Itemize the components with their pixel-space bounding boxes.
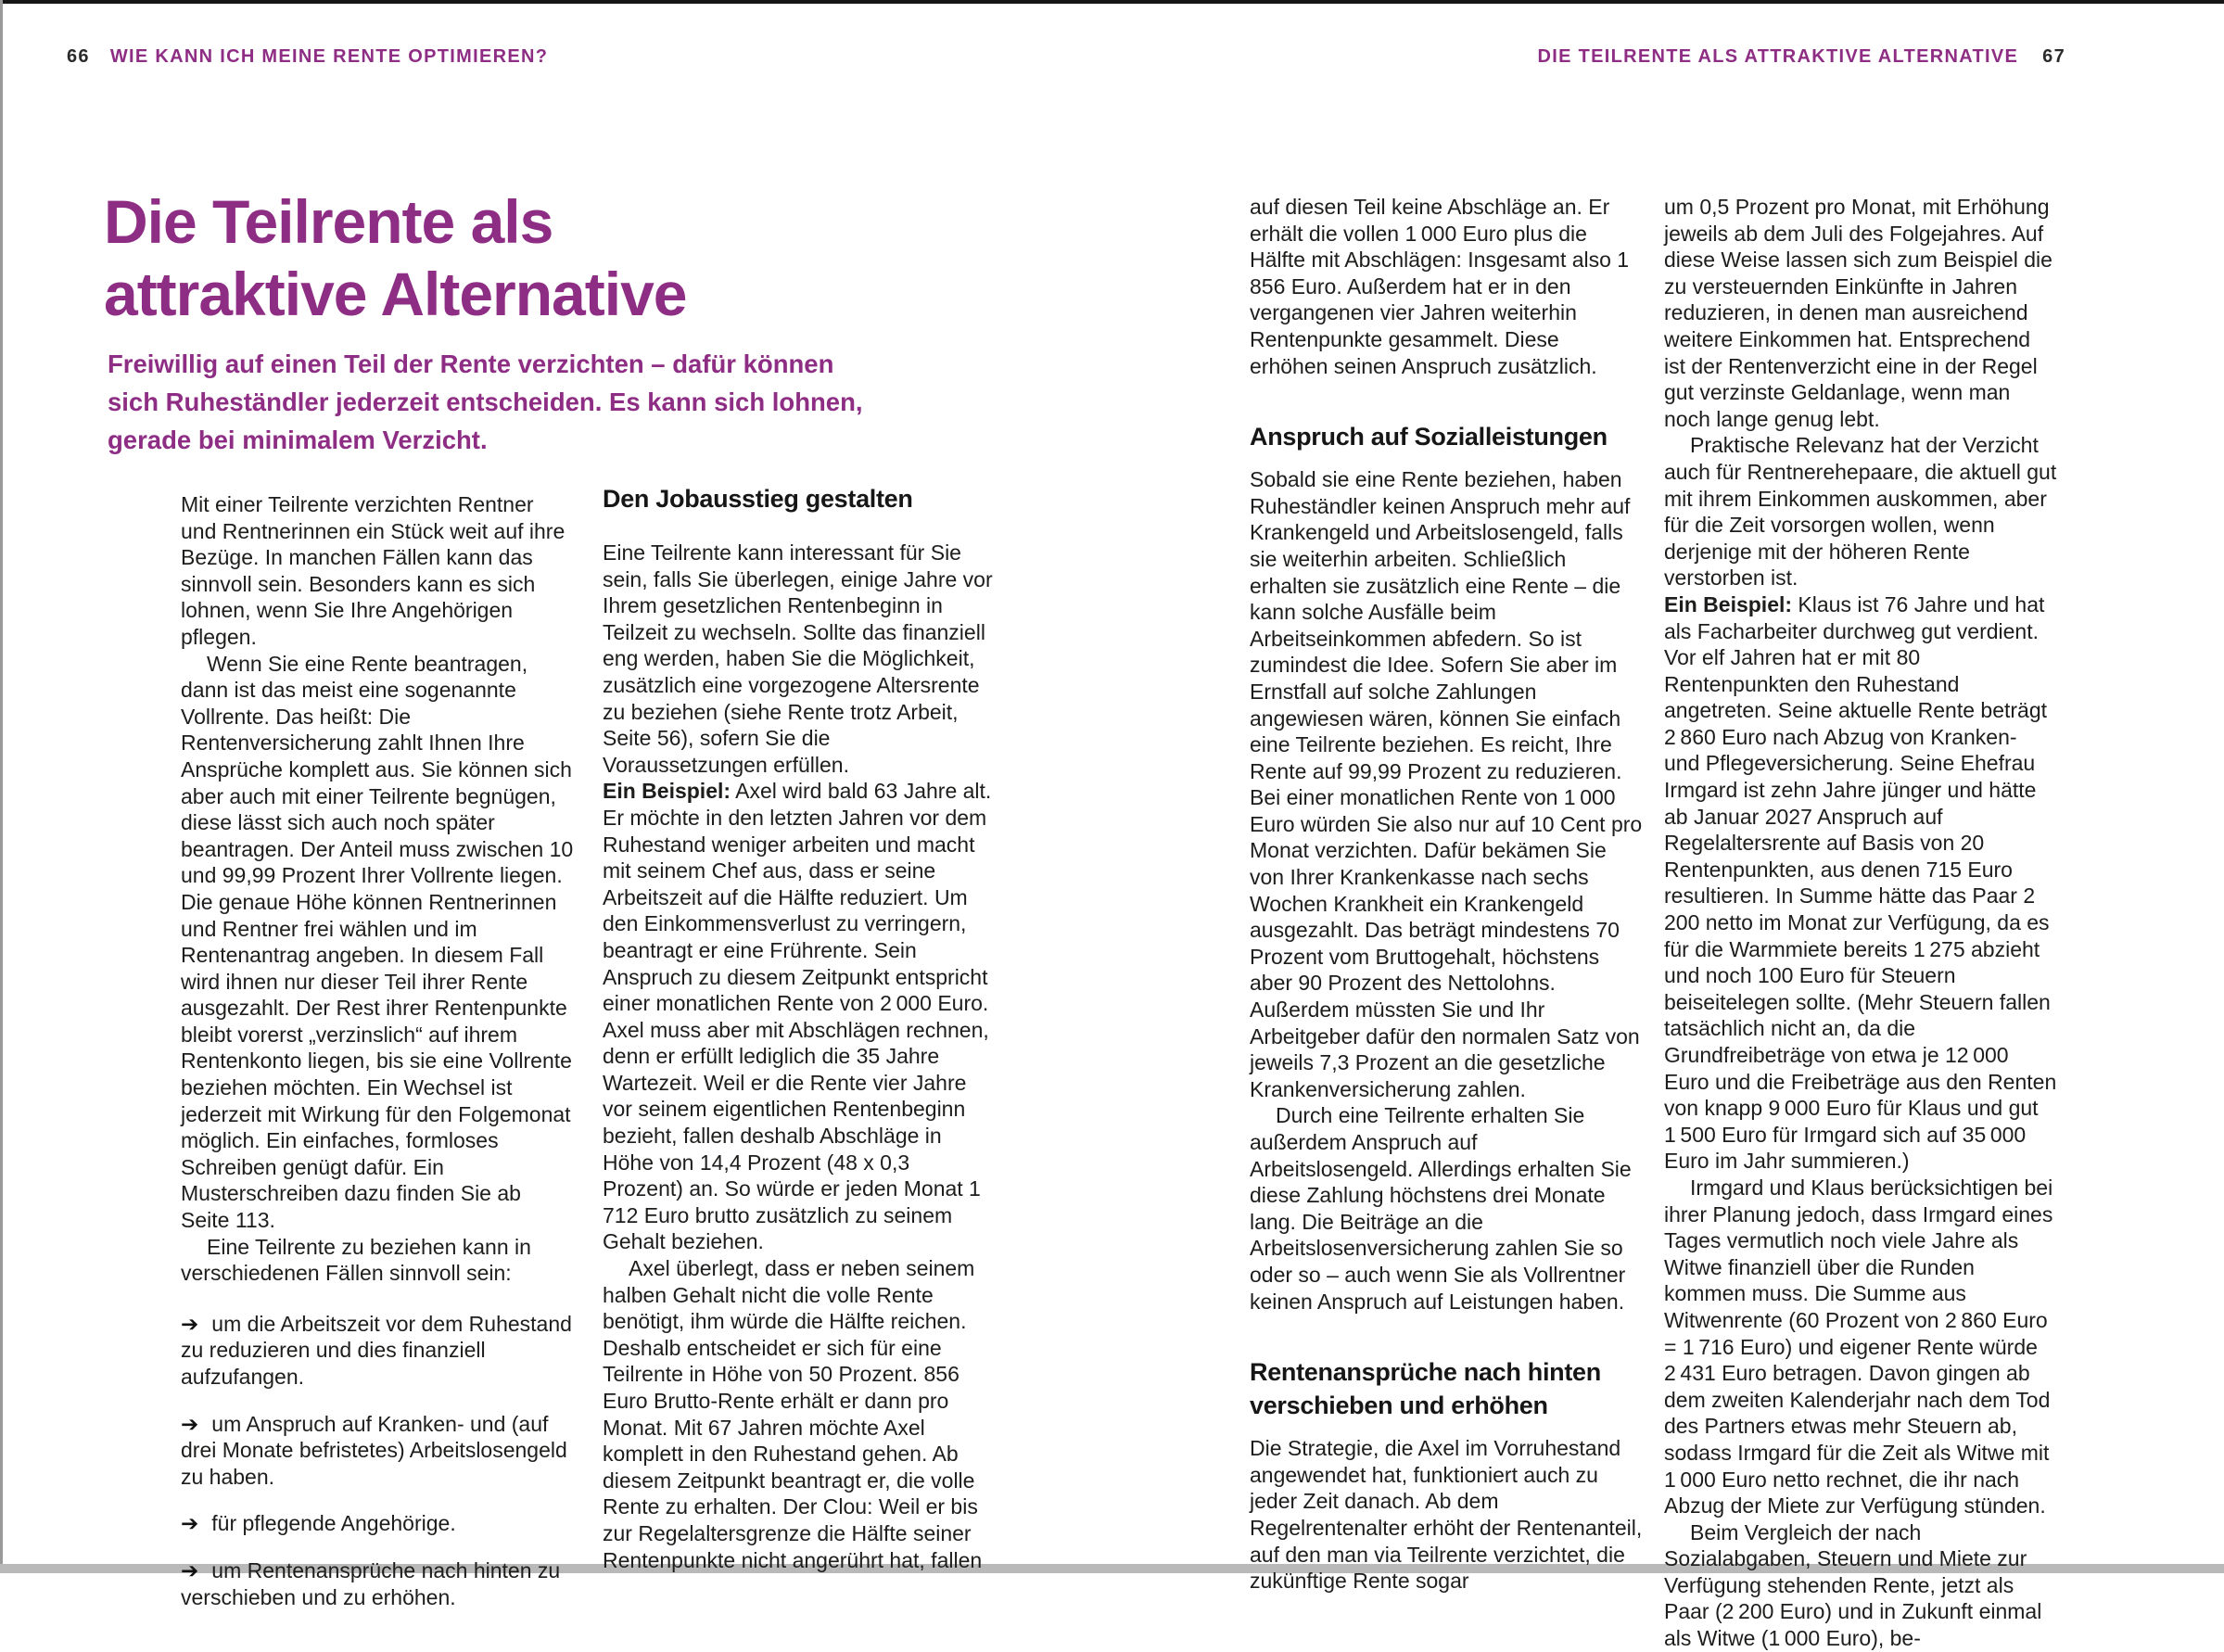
lede-line3: gerade bei minimalem Verzicht. (108, 426, 488, 454)
paragraph-lead-bold: Ein Beispiel: (1664, 591, 1793, 616)
running-head-left (67, 46, 548, 68)
body-paragraph: Irmgard und Klaus berücksichtigen bei ihrer Planung jedoch, dass Irmgard eines Tages vermutlich noch viele Jahre als Witwe finanziell über die Runden kommen muss. Die Summe aus Witwenrente (60 Prozent von 2 860 Euro = 1 716 Euro) und eigener Rente würde 2 431 Euro betragen. Davon gingen ab dem zweiten Kalenderjahr nach dem Tod des Partners etwas mehr Steuern ab, sodass Irmgard für die Zeit als Witwe mit 1 000 Euro netto rechnet, die ihr nach Abzug der Miete zur Verfügung stünden. (1664, 1175, 2053, 1519)
body-paragraph: Eine Teilrente kann interessant für Sie sein, falls Sie überlegen, einige Jahre vor Ihrem gesetzlichen Rentenbeginn in Teilzeit zu wechseln. Sollte das finanziell eng werden, haben Sie die Möglichkeit, zusätzlich eine vorgezogene Altersrente zu beziehen (siehe Rente trotz Arbeit, Seite 56), sofern Sie die Voraussetzungen erfüllen. (603, 540, 993, 777)
body-paragraph: auf diesen Teil keine Abschläge an. Er erhält die vollen 1 000 Euro plus die Hälfte mit Abschlägen: Insgesamt also 1 856 Euro. Außerdem hat er in den vergangenen vier Jahren weiterhin Rentenpunkte gesammelt. Diese erhöhen seinen Anspruch zusätzlich. (1250, 195, 1633, 378)
body-paragraph: um 0,5 Prozent pro Monat, mit Erhöhung jeweils ab dem Juli des Folgejahres. Auf diese Weise lassen sich zum Beispiel die zu versteuernden Einkünfte in Jahren reduzieren, in denen man ausreichend weitere Einkommen hat. Entsprechend ist der Rentenverzicht eine in der Regel gut verzinste Geldanlage, wenn man noch lange genug lebt. (1664, 195, 2052, 431)
body-paragraph: Ein Beispiel: Klaus ist 76 Jahre und hat als Facharbeiter durchweg gut verdient. Vor elf Jahren hat er mit 80 Rentenpunkten den Ruhestand angetreten. Seine aktuelle Rente beträgt 2 860 Euro nach Abzug von Kranken- und Pflegeversicherung. Seine Ehefrau Irmgard ist zehn Jahre jünger und hätte ab Januar 2027 Anspruch auf Regelaltersrente auf Basis von 20 Rentenpunkten, aus denen 715 Euro resultieren. In Summe hätte das Paar 2 200 netto im Monat zur Verfügung, da es für die Warmmiete bereits 1 275 abzieht und noch 100 Euro für Steuern beiseitelegen sollte. (Mehr Steuern fallen tatsächlich nicht an, da die Grundfreibeträge von etwa je 12 000 Euro und die Freibeträge aus den Renten von knapp 9 000 Euro für Klaus und gut 1 500 Euro für Irmgard sich auf 35 000 Euro im Jahr summieren.) (1664, 591, 2057, 1174)
scan-left-edge (0, 0, 3, 1573)
body-paragraph: Mit einer Teilrente verzichten Rentner und Rentnerinnen ein Stück weit auf ihre Bezüge. In manchen Fällen kann das sinnvoll sein. Besonders kann es sich lohnen, wenn Sie Ihre Angehörigen pflegen. (181, 492, 566, 649)
bullet-item: ➔ um Anspruch auf Kranken- und (auf drei Monate befristetes) Arbeitslosengeld zu haben. (181, 1411, 567, 1489)
body-paragraph: Wenn Sie eine Rente beantragen, dann ist das meist eine sogenannte Vollrente. Das heißt: Die Rentenversicherung zahlt Ihnen Ihre Ansprüche komplett aus. Sie können sich aber auch mit einer Teilrente begnügen, diese lässt sich auch noch später beantragen. Der Anteil muss zwischen 10 und 99,99 Prozent Ihrer Vollrente liegen. Die genaue Höhe können Rentnerinnen und Rentner frei wählen und im Rentenantrag angeben. In diesem Fall wird ihnen nur dieser Teil ihrer Rente ausgezahlt. Der Rest ihrer Rentenpunkte bleibt vorerst „verzinslich“ auf ihrem Rentenkonto liegen, bis sie eine Vollrente beziehen möchten. Ein Wechsel ist jederzeit mit Wirkung für den Folgemonat möglich. Ein einfaches, formloses Schreiben genügt dafür. Ein Musterschreiben dazu finden Sie ab Seite 113. (181, 651, 574, 1233)
article-lede (108, 345, 863, 459)
column-heading: Rentenansprüche nach hinten verschieben und erhöhen (1250, 1358, 1601, 1420)
body-paragraph: Axel überlegt, dass er neben seinem halben Gehalt nicht die volle Rente benötigt, ihm würde die Hälfte reichen. Deshalb entscheidet er sich für eine Teilrente in Höhe von 50 Prozent. 856 Euro Brutto-Rente erhält er dann pro Monat. Mit 67 Jahren möchte Axel komplett in den Ruhestand gehen. Ab diesem Zeitpunkt beantragt er, die volle Rente zu erhalten. Der Clou: Weil er bis zur Regelaltersgrenze die Hälfte seiner Rentenpunkte nicht angerührt hat, fallen (603, 1256, 983, 1572)
body-paragraph: Praktische Relevanz hat der Verzicht auch für Rentnerehepaare, die aktuell gut mit ihrem Einkommen auskommen, aber für die Zeit vorsorgen wollen, wenn derjenige mit der höheren Rente verstorben ist. (1664, 433, 2057, 591)
column-heading: Den Jobausstieg gestalten (603, 485, 913, 513)
body-paragraph: Durch eine Teilrente erhalten Sie außerdem Anspruch auf Arbeitslosengeld. Allerdings erhalten Sie diese Zahlung höchstens drei Monate lang. Die Beiträge an die Arbeitslosenversicherung zahlen Sie so oder so – auch wenn Sie als Vollrentner keinen Anspruch auf Leistungen haben. (1250, 1103, 1632, 1314)
page-number-left: 66 (67, 46, 90, 67)
article-title-line2: attraktive Alternative (104, 260, 687, 328)
lede-line1: Freiwillig auf einen Teil der Rente verzichten – dafür können (108, 349, 834, 378)
section-title-right: DIE TEILRENTE ALS ATTRAKTIVE ALTERNATIVE (1537, 46, 2019, 67)
paragraph-lead-bold: Ein Beispiel: (603, 779, 731, 804)
arrow-right-icon: ➔ (181, 1511, 199, 1536)
body-paragraph: Eine Teilrente zu beziehen kann in verschiedenen Fällen sinnvoll sein: (181, 1234, 531, 1286)
bullet-item: ➔ um Rentenansprüche nach hinten zu verschieben und zu erhöhen. (181, 1557, 561, 1609)
arrow-right-icon: ➔ (181, 1311, 199, 1336)
bullet-item: ➔ für pflegende Angehörige. (181, 1511, 456, 1536)
column-heading: Anspruch auf Sozialleistungen (1250, 423, 1608, 451)
lede-line2: sich Ruheständler jederzeit entscheiden. Es kann sich lohnen, (108, 388, 863, 416)
text-column-2 (603, 482, 996, 1572)
page-number-right: 67 (2042, 46, 2065, 67)
body-paragraph: Beim Vergleich der nach Sozialabgaben, Steuern und Miete zur Verfügung stehenden Rente, jetzt als Paar (2 200 Euro) und in Zukunft einmal als Witwe (1 000 Euro), be- (1664, 1519, 2042, 1651)
article-title (104, 185, 687, 330)
arrow-right-icon: ➔ (181, 1557, 199, 1582)
section-title-left: WIE KANN ICH MEINE RENTE OPTIMIEREN? (109, 46, 549, 67)
running-head-right (1537, 46, 2065, 68)
body-paragraph: Ein Beispiel: Axel wird bald 63 Jahre alt. Er möchte in den letzten Jahren vor dem Ruhestand weniger arbeiten und macht mit seinem Chef aus, dass er seine Arbeitszeit auf die Hälfte reduziert. Um den Einkommensverlust zu verringern, beantragt er eine Frührente. Sein Anspruch zu diesem Zeitpunkt entspricht einer monatlichen Rente von 2 000 Euro. Axel muss aber mit Abschlägen rechnen, denn er erfüllt lediglich die 35 Jahre Wartezeit. Weil er die Rente vier Jahre vor seinem eigentlichen Rentenbeginn bezieht, fallen deshalb Abschläge in Höhe von 14,4 Prozent (48 x 0,3 Prozent) an. So würde er jeden Monat 1 712 Euro brutto zusätzlich zu seinem Gehalt beziehen. (603, 779, 992, 1254)
text-column-4 (1664, 194, 2057, 1651)
bullet-item: ➔ um die Arbeitszeit vor dem Ruhestand zu reduzieren und dies finanziell aufzufangen. (181, 1311, 572, 1389)
arrow-right-icon: ➔ (181, 1411, 199, 1436)
text-column-3 (1250, 194, 1643, 1594)
scan-top-edge (0, 0, 2224, 4)
text-column-1 (181, 491, 574, 1609)
body-paragraph: Die Strategie, die Axel im Vorruhestand angewendet hat, funktioniert auch zu jeder Zeit danach. Ab dem Regelrentenalter erhöht der Rentenanteil, auf den man via Teilrente verzichtet, die zukünftige Rente sogar (1250, 1436, 1643, 1594)
article-title-line1: Die Teilrente als (104, 187, 553, 256)
body-paragraph: Sobald sie eine Rente beziehen, haben Ruheständler keinen Anspruch mehr auf Krankengeld und Arbeitslosengeld, falls sie weiterhin arbeiten. Schließlich erhalten sie zusätzlich eine Rente – die kann solche Ausfälle beim Arbeitseinkommen abfedern. So ist zumindest die Idee. Sofern Sie aber im Ernstfall auf solche Zahlungen angewiesen wären, können Sie einfach eine Teilrente beziehen. Es reicht, Ihre Rente auf 99,99 Prozent zu reduzieren. Bei einer monatlichen Rente von 1 000 Euro würden Sie also nur auf 10 Cent pro Monat verzichten. Dafür bekämen Sie von Ihrer Krankenkasse nach sechs Wochen Krankheit ein Krankengeld ausgezahlt. Das beträgt mindestens 70 Prozent vom Bruttogehalt, höchstens aber 90 Prozent des Nettolohns. Außerdem müssten Sie und Ihr Arbeitgeber dafür den normalen Satz von jeweils 7,3 Prozent an die gesetzliche Krankenversicherung zahlen. (1250, 467, 1643, 1101)
